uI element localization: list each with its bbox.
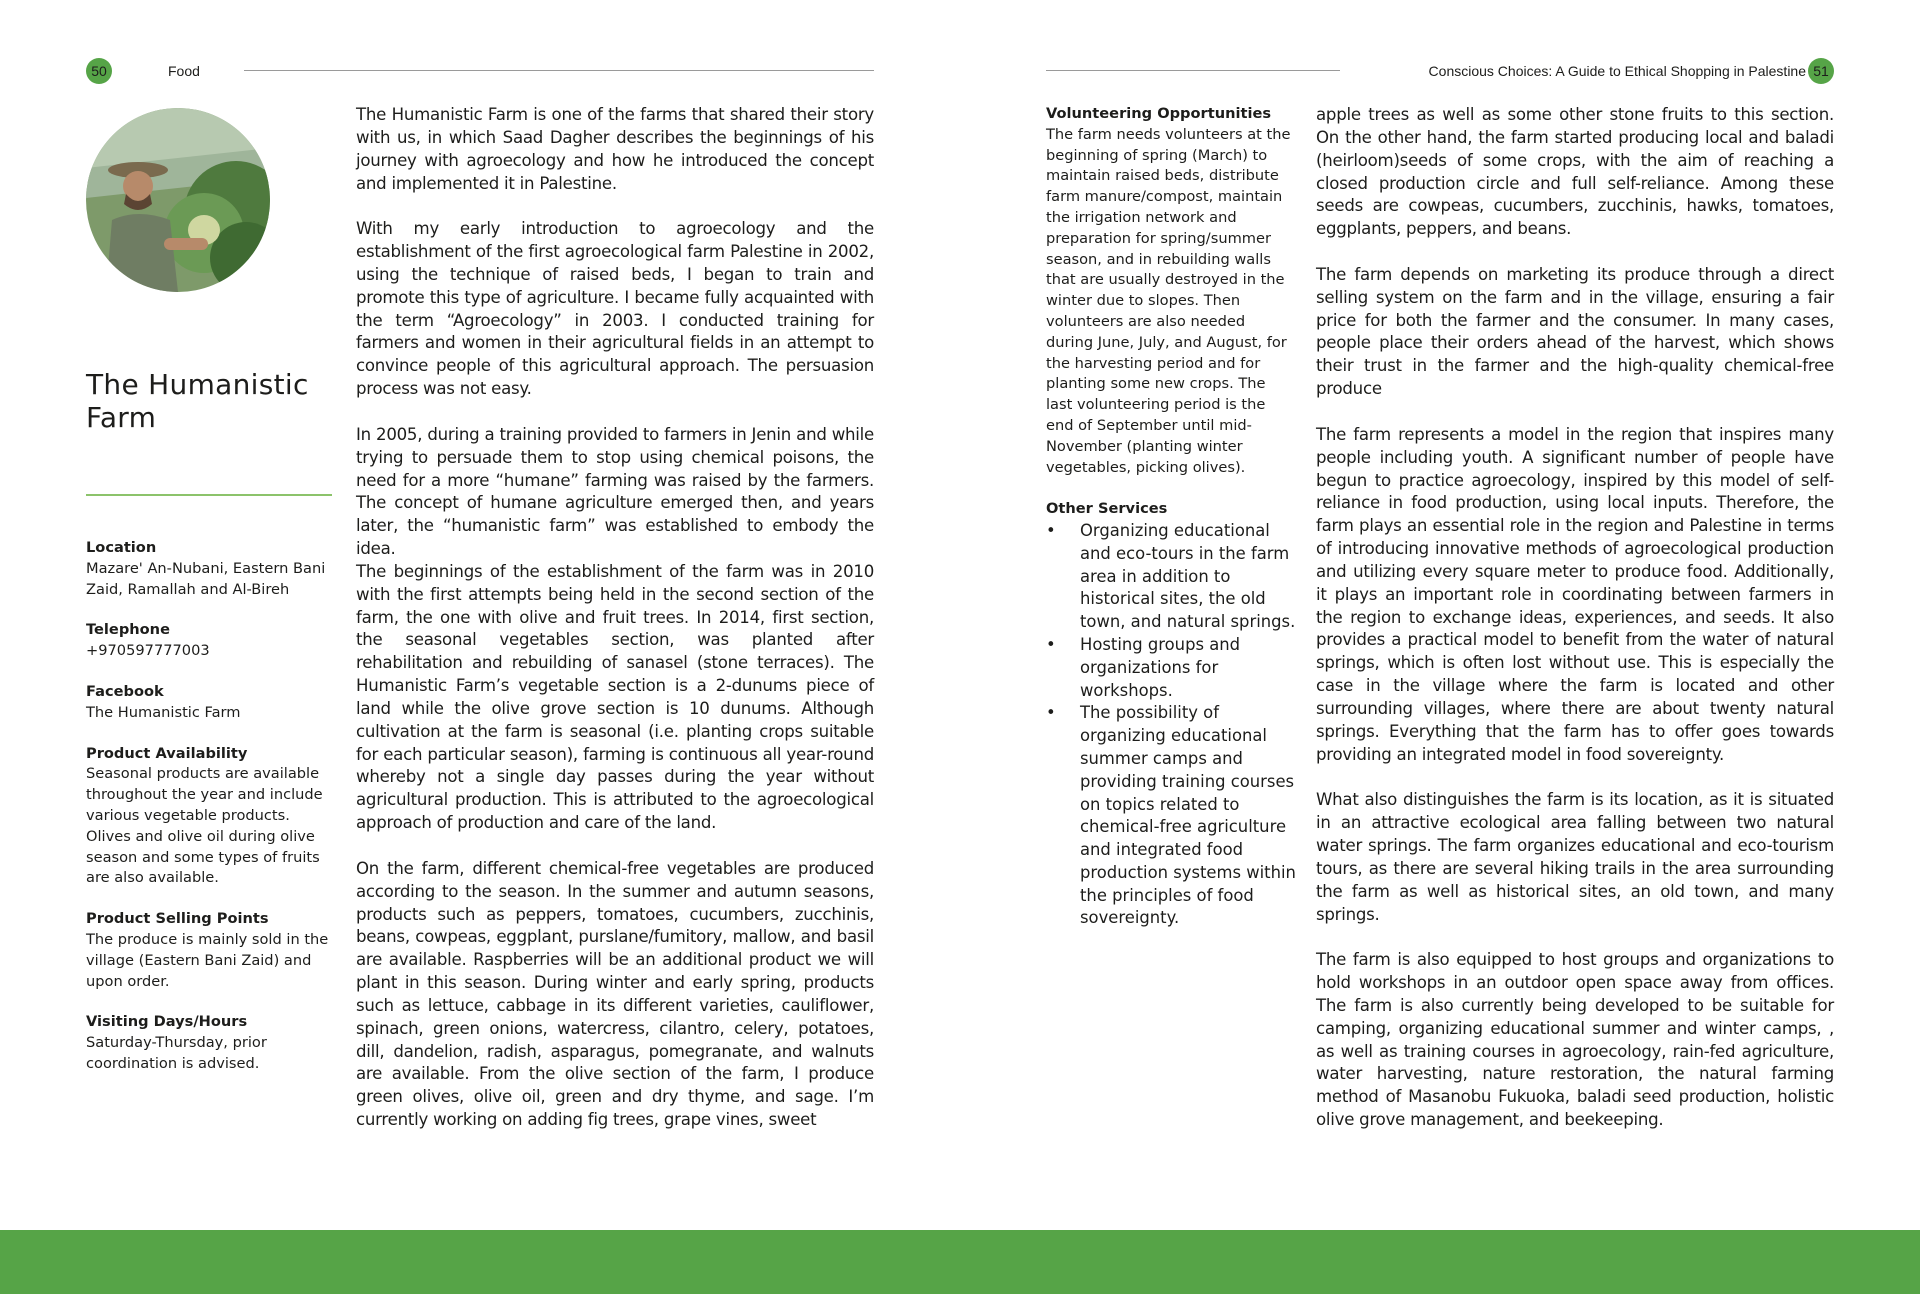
main-text-right [1316,104,1834,1155]
running-title: Conscious Choices: A Guide to Ethical Shopping in Palestine [1428,63,1806,79]
left-page [0,0,960,1230]
footer-band [0,1230,1920,1294]
list-item [1046,634,1296,702]
body-paragraph: On the farm, different chemical-free vegetables are produced according to the season. In the summer and autumn seasons, products such as peppers, tomatoes, cucumbers, zucchinis, beans, cowpeas, eggplant, purslane/fumitory, mallow, and basil are available. Raspberries will be an additional product we will plant in this season. During winter and early spring, products such as lettuce, cabbage in its different varieties, cauliflower, spinach, green onions, watercress, cilantro, celery, potatoes, dill, dandelion, radish, asparagus, pomegranate, and walnuts are available. From the olive section of the farm, I produce green olives, olive oil, green and dry thyme, and sage. I’m currently working on adding fig trees, grape vines, sweet [356,858,874,1130]
info-location [86,538,336,600]
info-product-availability [86,744,336,890]
info-selling-points [86,909,336,992]
services-heading: Other Services [1046,500,1168,518]
info-visiting-hours [86,1012,336,1074]
service-text: Organizing educational and eco-tours in the farm area in addition to historical sites, the old town, and natural springs. [1080,520,1296,632]
farm-info [86,538,336,1095]
body-paragraph: In 2005, during a training provided to farmers in Jenin and while trying to persuade them to stop using chemical poisons, the need for a more “humane” farming was raised by the farmers. The concept of humane agriculture emerged then, and years later, the “humanistic farm” was established to embody the idea. [356,424,874,559]
bullet-icon: • [1046,634,1056,654]
farmer-photo-image [86,108,270,292]
sidebar-column [1046,104,1296,930]
services-list [1046,520,1296,930]
list-item [1046,520,1296,634]
info-label: Telephone [86,621,170,639]
body-paragraph: What also distinguishes the farm is its location, as it is situated in an attractive ecological area falling between two natural water springs. The farm organizes educational and eco-tourism tours, as there are several hiking trails in the area surrounding the farm as well as historical sites, an old town, and many springs. [1316,790,1834,924]
body-paragraph: The Humanistic Farm is one of the farms that shared their story with us, in which Saad Dagher describes the beginnings of his journey with agroecology and how he introduced the concept and implemented it in Palestine. [356,105,874,193]
page-number-right: 51 [1808,58,1834,84]
farm-title: The Humanistic Farm [86,368,309,434]
body-paragraph: The farm is also equipped to host groups and organizations to hold workshops in an outdoor open space away from offices. The farm is also currently being developed to be suitable for camping, organizing educational summer and winter camps, , as well as training courses in agroecology, rain-fed agriculture, water harvesting, nature restoration, the natural farming method of Masanobu Fukuoka, baladi seed production, holistic olive grove management, and beekeeping. [1316,950,1834,1130]
info-label: Location [86,539,157,556]
info-label: Product Selling Points [86,910,269,928]
info-label: Product Availability [86,744,248,762]
info-value: +970597777003 [86,642,210,660]
bullet-icon: • [1046,703,1056,723]
body-paragraph: The beginnings of the establishment of the farm was in 2010 with the first attempts being held in the second section of the farm, the one with olive and fruit trees. In 2014, first section, the seasonal vegetables section, was planted after rehabilitation and rebuilding of sanasel (stone terraces). The Humanistic Farm’s vegetable section is a 2-dunums piece of land while the olive grove section is 10 dunums. Although cultivation at the farm is seasonal (i.e. planting crops suitable for each particular season), farming is continuous all year-round whereby not a single day passes during the year without agricultural production. This is attributed to the agroecological approach of production and care of the land. [356,561,874,833]
bullet-icon: • [1046,520,1056,540]
body-paragraph: The farm depends on marketing its produce through a direct selling system on the farm and in the village, ensuring a fair price for both the farmer and the consumer. In many cases, people place their orders ahead of the harvest, which shows their trust in the farmer and the high-quality chemical-free produce [1316,264,1834,399]
body-paragraph: The farm represents a model in the region that inspires many people including youth. A significant number of people have begun to practice agroecology, inspired by this model of self-reliance in food production, using local inputs. Therefore, the farm plays an essential role in the region and Palestine in terms of introducing innovative methods of agroecological production and utilizing every square meter to produce food. Additionally, it plays an important role in coordinating between farmers in the region to exchange ideas, experiences, and seeds. It also provides a practical model to benefit from the water of natural springs, which is often lost without use. This is especially the case in the village where the farm is located and other surrounding villages, where there are about twenty natural springs. Everything that the farm has to offer goes towards providing an integrated model in food sovereignty. [1316,424,1834,764]
info-value: The Humanistic Farm [86,703,241,721]
service-text: The possibility of organizing educational summer camps and providing training courses on topics related to chemical-free agriculture and integrated food production systems within the principles of food sovereignty. [1080,703,1296,928]
info-value: The produce is mainly sold in the village (Eastern Bani Zaid) and upon order. [86,930,329,990]
title-underline [86,494,332,496]
info-telephone [86,620,336,662]
body-paragraph: With my early introduction to agroecology and the establishment of the first agroecological farm Palestine in 2002, using the technique of raised beds, I began to train and promote this type of agriculture. I became fully acquainted with the term “Agroecology” in 2003. I conducted training for farmers and women in their agricultural fields in an attempt to convince people of this agricultural approach. The persuasion process was not easy. [356,219,874,399]
info-label: Visiting Days/Hours [86,1013,248,1031]
main-text-left [356,104,874,1155]
section-label: Food [168,63,200,79]
list-item [1046,702,1296,930]
farmer-photo [86,108,270,292]
service-text: Hosting groups and organizations for workshops. [1080,634,1241,700]
info-value: Mazare' An-Nubani, Eastern Bani Zaid, Ramallah and Al-Bireh [86,559,326,598]
volunteering-heading: Volunteering Opportunities [1046,105,1272,122]
header-rule [1046,70,1340,71]
info-value: Seasonal products are available throughout the year and include various vegetable products. Olives and olive oil during olive season and some types of fruits are also available. [86,765,323,887]
info-value: Saturday-Thursday, prior coordination is advised. [86,1034,267,1072]
body-paragraph: apple trees as well as some other stone fruits to this section. On the other hand, the farm started producing local and baladi (heirloom)seeds of some crops, with the aim of reaching a closed production circle and full self-reliance. Among these seeds are cowpeas, cucumbers, zucchinis, hawks, tomatoes, eggplants, peppers, and beans. [1316,105,1834,239]
page-number-left: 50 [86,58,112,84]
volunteering-text: The farm needs volunteers at the beginning of spring (March) to maintain raised beds, distribute farm manure/compost, maintain the irrigation network and preparation for spring/summer season, and in rebuilding walls that are usually destroyed in the winter due to slopes. Then volunteers are also needed during June, July, and August, for the harvesting period and for planting some new crops. The last volunteering period is the end of September until mid-November (planting winter vegetables, picking olives). [1046,125,1291,476]
info-facebook [86,682,336,724]
info-label: Facebook [86,682,164,700]
header-rule [244,70,874,71]
